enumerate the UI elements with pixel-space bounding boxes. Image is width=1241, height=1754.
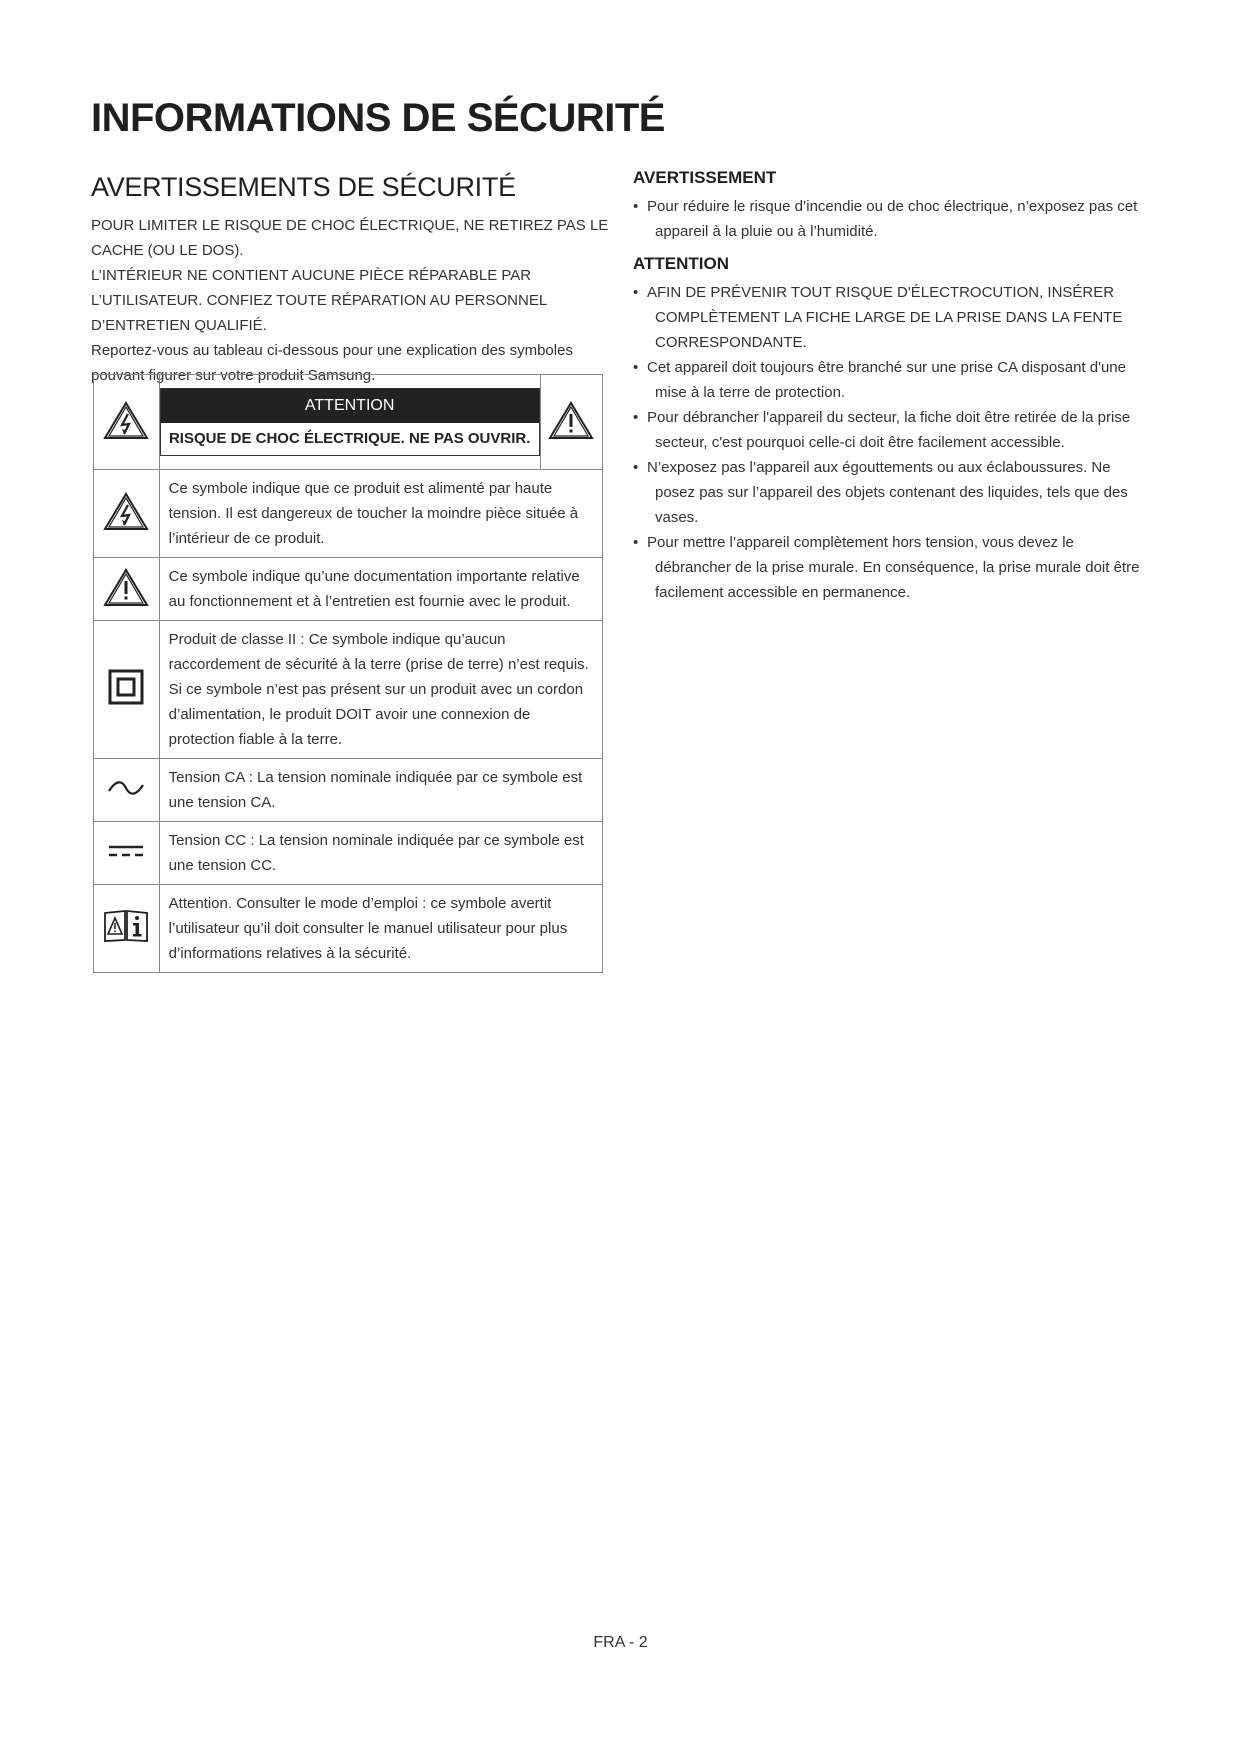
intro-paragraph: Reportez-vous au tableau ci-dessous pour une explication des symboles pouvant figurer sur votre produit Samsung.: [91, 342, 573, 384]
attention-label: [160, 388, 540, 456]
description-text: Ce symbole indique que ce produit est alimenté par haute tension. Il est dangereux de toucher la moindre pièce située à l’intérieur de ce produit.: [168, 480, 579, 547]
header-icon-cell-left: [94, 375, 160, 470]
description-text: Attention. Consulter le mode d’emploi : ce symbole avertit l’utilisateur qu’il doit consulter le manuel utilisateur pour plus d’informations relatives à la sécurité.: [168, 895, 568, 962]
high-voltage-icon: [103, 491, 149, 531]
table-header-row: [94, 375, 603, 470]
table-row: [94, 759, 603, 822]
description-text: Si ce symbole n’est pas présent sur un produit avec un cordon d’alimentation, le produit DOIT avoir une connexion de protection fiable à la terre.: [168, 681, 584, 748]
right-column: [633, 168, 1153, 615]
left-column: [91, 172, 611, 388]
icon-cell: [94, 558, 160, 621]
caution-heading: ATTENTION: [633, 254, 730, 273]
icon-cell: [94, 822, 160, 885]
list-item: • Pour débrancher l'appareil du secteur, la fiche doit être retirée de la prise secteur, c'est pourquoi celle-ci doit être facilement accessible.: [633, 405, 1153, 455]
list-item: • Pour mettre l’appareil complètement hors tension, vous devez le débrancher de la prise murale. En conséquence, la prise murale doit être facilement accessible en permanence.: [633, 530, 1153, 605]
warning-list: [633, 194, 1153, 244]
page-number: FRA - 2: [593, 1634, 648, 1651]
icon-cell: [94, 885, 160, 973]
table-row: [94, 822, 603, 885]
description-cell: [159, 759, 602, 822]
intro-paragraph: POUR LIMITER LE RISQUE DE CHOC ÉLECTRIQUE, NE RETIREZ PAS LE CACHE (OU LE DOS).: [91, 217, 609, 259]
list-item: • AFIN DE PRÉVENIR TOUT RISQUE D'ÉLECTROCUTION, INSÉRER COMPLÈTEMENT LA FICHE LARGE DE LA PRISE DANS LA FENTE CORRESPONDANTE.: [633, 280, 1153, 355]
description-cell: [159, 885, 602, 973]
dc-voltage-icon: [106, 841, 146, 861]
header-label-cell: [159, 375, 540, 470]
list-item: • Cet appareil doit toujours être branché sur une prise CA disposant d'une mise à la terre de protection.: [633, 355, 1153, 405]
icon-cell: [94, 621, 160, 759]
ac-tilde-icon: [106, 778, 146, 798]
description-cell: [159, 558, 602, 621]
description-cell: [159, 621, 602, 759]
description-text: Ce symbole indique qu’une documentation importante relative au fonctionnement et à l’entretien est fournie avec le produit.: [168, 568, 580, 610]
page-title: INFORMATIONS DE SÉCURITÉ: [91, 96, 665, 140]
symbols-table: [93, 374, 603, 973]
consult-manual-icon: [103, 909, 149, 943]
description-text: Produit de classe II : Ce symbole indique qu’aucun raccordement de sécurité à la terre (prise de terre) n’est requis.: [168, 631, 589, 673]
description-cell: [159, 470, 602, 558]
icon-cell: [94, 759, 160, 822]
attention-label-title: ATTENTION: [161, 389, 539, 423]
table-row: [94, 558, 603, 621]
table-row: [94, 885, 603, 973]
warning-heading: AVERTISSEMENT: [633, 168, 777, 187]
table-row: [94, 470, 603, 558]
intro-text: [91, 213, 611, 388]
list-item: • N’exposez pas l’appareil aux égouttements ou aux éclaboussures. Ne posez pas sur l’appareil des objets contenant des liquides, tels que des vases.: [633, 455, 1153, 530]
list-item: • Pour réduire le risque d’incendie ou de choc électrique, n’exposez pas cet appareil à la pluie ou à l’humidité.: [633, 194, 1153, 244]
description-cell: [159, 822, 602, 885]
table-row: [94, 621, 603, 759]
warning-exclamation-icon: [548, 400, 594, 440]
caution-list: [633, 280, 1153, 605]
description-text: Tension CA : La tension nominale indiquée par ce symbole est une tension CA.: [168, 769, 583, 811]
icon-cell: [94, 470, 160, 558]
class-ii-double-square-icon: [108, 669, 144, 705]
high-voltage-icon: [103, 400, 149, 440]
header-icon-cell-right: [540, 375, 602, 470]
description-text: Tension CC : La tension nominale indiquée par ce symbole est une tension CC.: [168, 832, 584, 874]
section-heading-safety-warnings: AVERTISSEMENTS DE SÉCURITÉ: [91, 172, 516, 202]
attention-label-text: RISQUE DE CHOC ÉLECTRIQUE. NE PAS OUVRIR.: [161, 423, 539, 455]
warning-exclamation-icon: [103, 567, 149, 607]
intro-paragraph: L’INTÉRIEUR NE CONTIENT AUCUNE PIÈCE RÉPARABLE PAR L’UTILISATEUR. CONFIEZ TOUTE RÉPARATION AU PERSONNEL D’ENTRETIEN QUALIFIÉ.: [91, 267, 547, 334]
